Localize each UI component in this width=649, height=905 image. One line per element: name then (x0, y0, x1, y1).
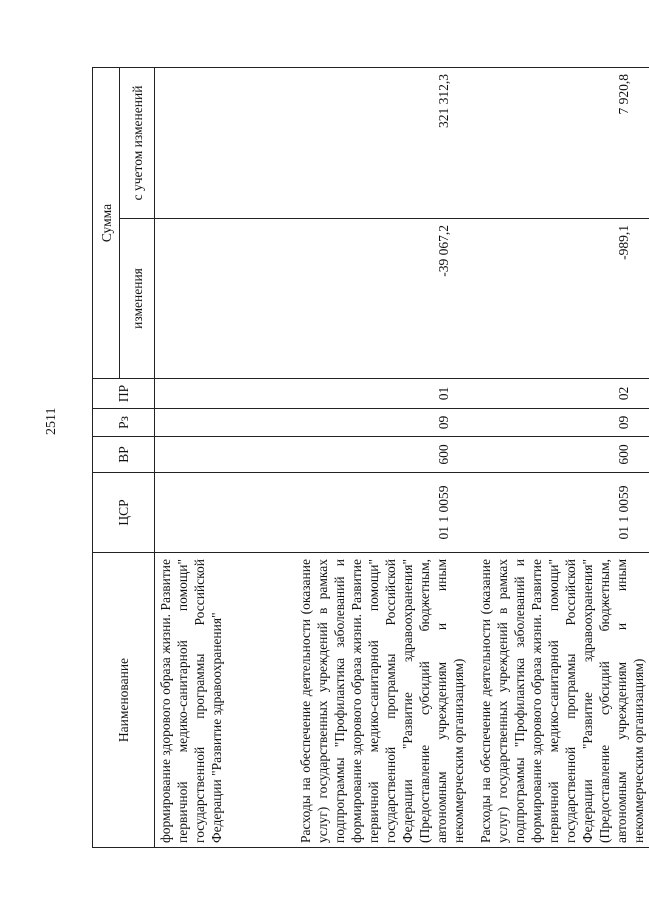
row-2-name: Расходы на обеспечение деятельности (оказание услуг) государственных учреждений в рамках подпрограммы "Профилактика заболеваний и формирование здорового образа жизни. Развитие первичной медико-санитарной помощи" государственной программы Российской Федерации "Развитие здравоохранения" (Предоставление субсидий бюджетным, автономным учреждениям и иным некоммерческим организациям) (475, 553, 649, 848)
row-1-pr: 01 (295, 379, 475, 409)
header-rz: Рз (93, 409, 155, 437)
budget-table (92, 67, 649, 848)
row-1-csr: 01 1 0059 (295, 473, 475, 553)
header-sum: Сумма (93, 67, 120, 378)
header-vr: ВР (93, 437, 155, 473)
row-0-with-change (155, 67, 296, 218)
table-row (155, 67, 296, 847)
header-with-change: с учетом изменений (120, 67, 155, 218)
row-0-change (155, 219, 296, 379)
header-csr: ЦСР (93, 473, 155, 553)
row-2-with-change: 7 920,8 (475, 67, 649, 218)
header-change: изменения (120, 219, 155, 379)
page-number: 2511 (44, 407, 59, 435)
header-name: Наименование (93, 553, 155, 848)
row-1-rz: 09 (295, 409, 475, 437)
row-0-pr (155, 379, 296, 409)
row-2-vr: 600 (475, 437, 649, 473)
row-0-name: формирование здорового образа жизни. Развитие первичной медико-санитарной помощи" государственной программы Российской Федерации "Развитие здравоохранения" (155, 553, 296, 848)
row-1-with-change: 321 312,3 (295, 67, 475, 218)
row-2-rz: 09 (475, 409, 649, 437)
row-0-csr (155, 473, 296, 553)
row-2-csr: 01 1 0059 (475, 473, 649, 553)
row-1-vr: 600 (295, 437, 475, 473)
table-row (475, 67, 649, 847)
row-0-vr (155, 437, 296, 473)
row-2-change: -989,1 (475, 219, 649, 379)
row-2-pr: 02 (475, 379, 649, 409)
row-1-change: -39 067,2 (295, 219, 475, 379)
budget-table-rotated (92, 68, 646, 848)
header-pr: ПР (93, 379, 155, 409)
table-row (295, 67, 475, 847)
row-0-rz (155, 409, 296, 437)
row-1-name: Расходы на обеспечение деятельности (оказание услуг) государственных учреждений в рамках подпрограммы "Профилактика заболеваний и формирование здорового образа жизни. Развитие первичной медико-санитарной помощи" государственной программы Российской Федерации "Развитие здравоохранения" (Предоставление субсидий бюджетным, автономным учреждениям и иным некоммерческим организациям) (295, 553, 475, 848)
